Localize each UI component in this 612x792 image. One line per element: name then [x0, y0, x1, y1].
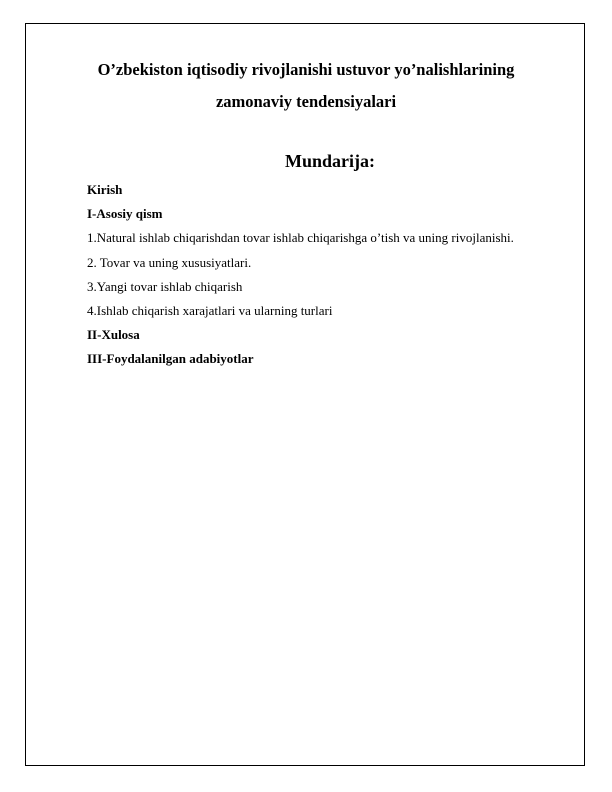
toc-item-4: 4.Ishlab chiqarish xarajatlari va ularning turlari	[87, 302, 333, 318]
toc-item-3: 3.Yangi tovar ishlab chiqarish	[87, 278, 243, 294]
document-title-line-1: O’zbekiston iqtisodiy rivojlanishi ustuvor yo’nalishlarining	[97, 60, 515, 79]
document-title-line-2: zamonaviy tendensiyalari	[215, 92, 397, 111]
toc-item-asosiy-qism: I-Asosiy qism	[87, 206, 163, 222]
toc-item-xulosa: II-Xulosa	[87, 327, 140, 343]
toc-item-2: 2. Tovar va uning xususiyatlari.	[87, 254, 252, 270]
table-of-contents-list	[87, 182, 514, 376]
page-border	[25, 23, 585, 766]
toc-item-kirish: Kirish	[87, 182, 123, 197]
toc-item-1: 1.Natural ishlab chiqarishdan tovar ishlab chiqarishga o’tish va uning rivojlanishi.	[87, 230, 514, 246]
toc-item-adabiyotlar: III-Foydalanilgan adabiyotlar	[87, 351, 254, 367]
table-of-contents-heading: Mundarija:	[285, 151, 375, 171]
